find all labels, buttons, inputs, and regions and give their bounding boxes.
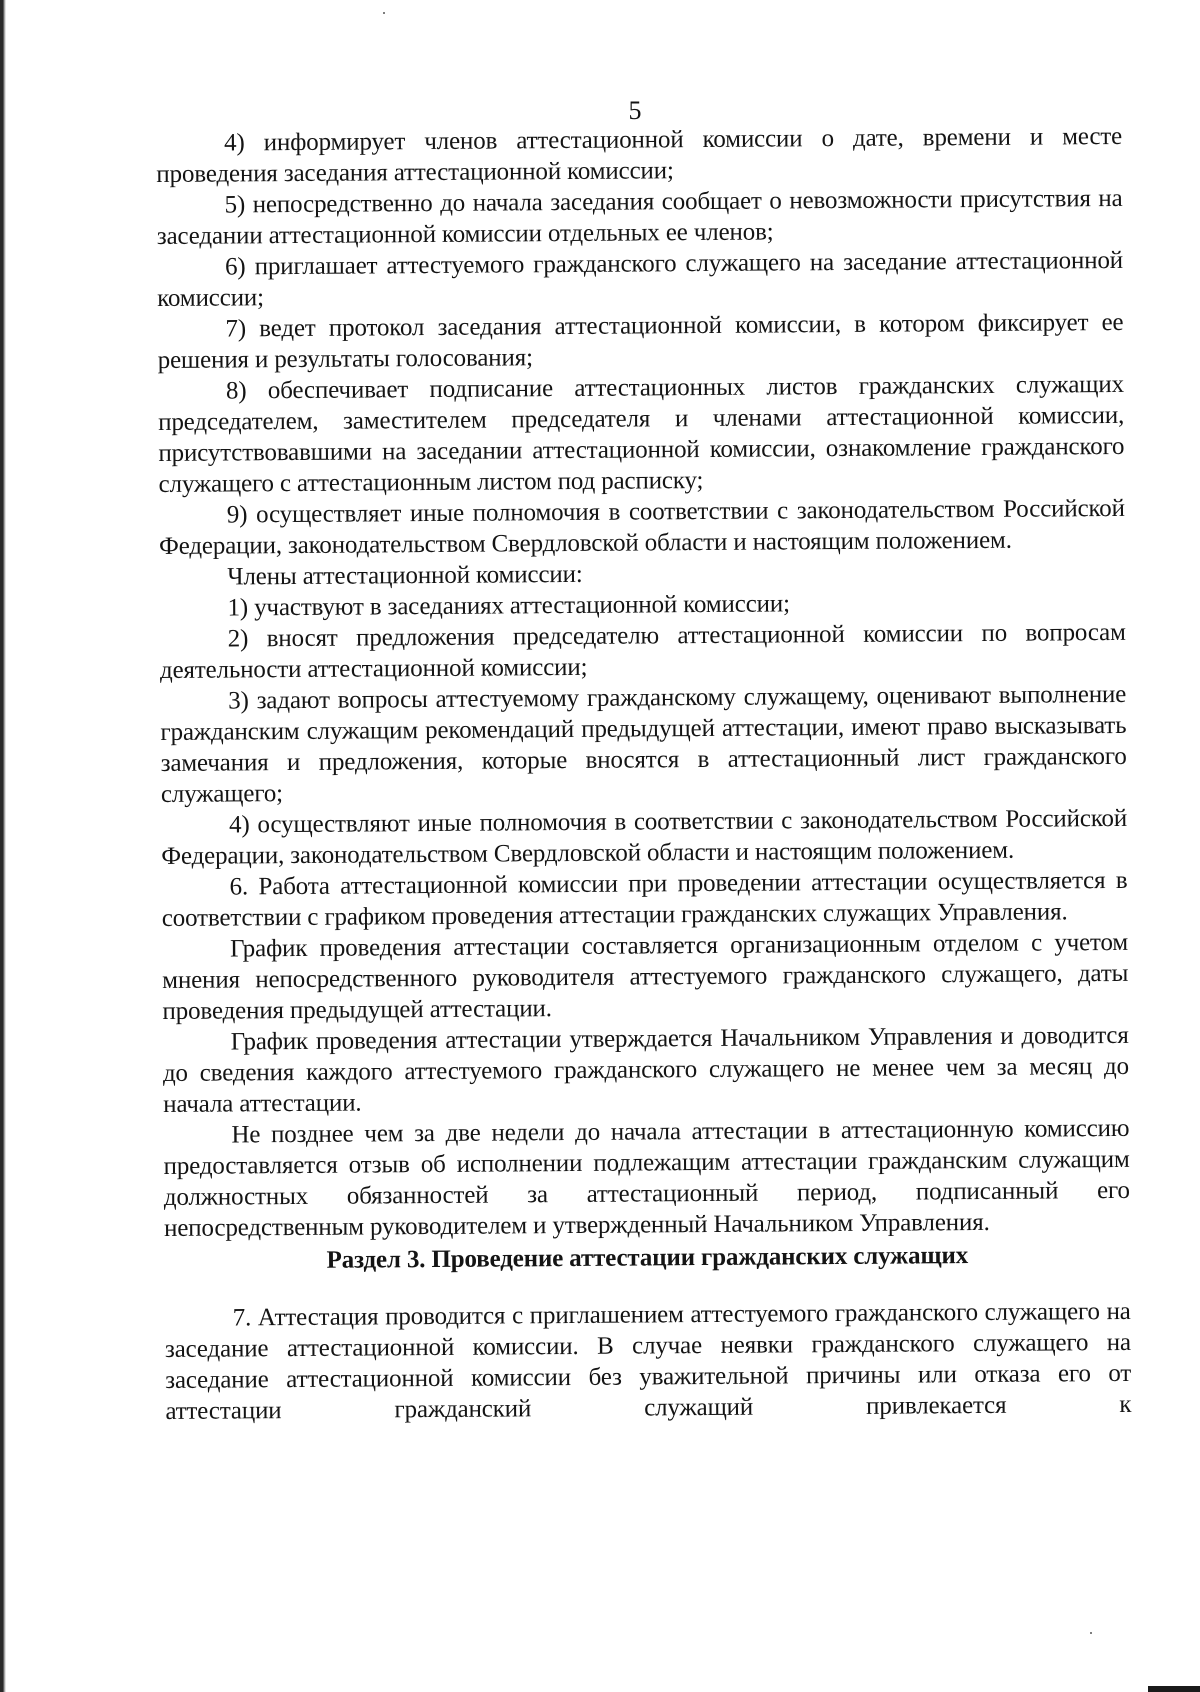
paragraph-secretary-duty-9: 9) осуществляет иные полномочия в соответствии с законодательством Российской Федерации, законодательством Свердловской области и настоящим положением. (158, 494, 1125, 560)
paragraph-member-duty-3: 3) задают вопросы аттестуемому гражданскому служащему, оценивают выполнение гражданским служащим рекомендаций предыдущей аттестации, имеют право высказывать замечания и предложения, которые вносятся в аттестационный лист гражданского служащего; (160, 680, 1127, 808)
paragraph-members-heading: Члены аттестационной комиссии: (227, 560, 583, 591)
paragraph-member-duty-4: 4) осуществляют иные полномочия в соответствии с законодательством Российской Федерации, законодательством Свердловской области и настоящим положением. (161, 804, 1128, 870)
page-number: 5 (628, 96, 642, 125)
paragraph-member-duty-1: 1) участвуют в заседаниях аттестационной комиссии; (227, 590, 790, 622)
scan-edge-left (0, 0, 6, 1692)
paragraph-schedule-preparation: График проведения аттестации составляется организационным отделом с учетом мнения непосредственного руководителя аттестуемого гражданского служащего, даты проведения предыдущей аттестации. (162, 928, 1129, 1025)
paragraph-clause-6: 6. Работа аттестационной комиссии при проведении аттестации осуществляется в соответствии с графиком проведения аттестации гражданских служащих Управления. (161, 866, 1128, 932)
paragraph-secretary-duty-4: 4) информирует членов аттестационной комиссии о дате, времени и месте проведения заседания аттестационной комиссии; (156, 122, 1123, 188)
paragraph-secretary-duty-6: 6) приглашает аттестуемого гражданского служащего на заседание аттестационной комиссии; (157, 246, 1124, 312)
paragraph-clause-7: 7. Аттестация проводится с приглашением аттестуемого гражданского служащего на заседание аттестационной комиссии. В случае неявки гражданского служащего на заседание аттестационной комиссии без уважительной причины или отказа его от аттестации гражданский служащий привлекается к (164, 1297, 1132, 1425)
document-body (156, 121, 1131, 1427)
scan-speck (383, 12, 385, 14)
scan-edge-bottom (1148, 1686, 1200, 1692)
scan-speck (1090, 1632, 1092, 1634)
paragraph-secretary-duty-5: 5) непосредственно до начала заседания сообщает о невозможности присутствия на заседании аттестационной комиссии отдельных ее членов; (156, 184, 1123, 250)
paragraph-schedule-approval: График проведения аттестации утверждается Начальником Управления и доводится до сведения каждого аттестуемого гражданского служащего не менее чем за месяц до начала аттестации. (162, 1021, 1130, 1118)
paragraph-secretary-duty-8: 8) обеспечивает подписание аттестационных листов гражданских служащих председателем, заместителем председателя и членами аттестационной комиссии, присутствовавшими на заседании аттестационной комиссии, ознакомление гражданского служащего с аттестационным листом под расписку; (158, 370, 1125, 498)
paragraph-review-submission: Не позднее чем за две недели до начала аттестации в аттестационную комиссию предоставляется отзыв об исполнении подлежащим аттестации гражданским служащим должностных обязанностей за аттестационный период, подписанный его непосредственным руководителем и утвержденный Начальником Управления. (163, 1114, 1130, 1242)
paragraph-secretary-duty-7: 7) ведет протокол заседания аттестационной комиссии, в котором фиксирует ее решения и результаты голосования; (157, 308, 1124, 374)
paragraph-member-duty-2: 2) вносят предложения председателю аттестационной комиссии по вопросам деятельности аттестационной комиссии; (159, 618, 1126, 684)
section-title: Раздел 3. Проведение аттестации гражданских служащих (326, 1242, 969, 1274)
